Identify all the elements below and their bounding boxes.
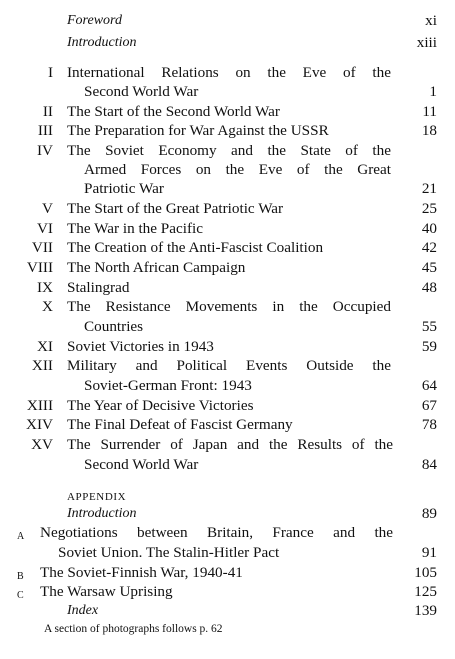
entry-title: Introduction <box>67 35 137 50</box>
entry-title: Index <box>67 603 99 618</box>
chapter-number: XV <box>31 436 53 453</box>
entry-page: 139 <box>414 602 437 619</box>
entry-page: xi <box>425 12 437 29</box>
entry-title: The Final Defeat of Fascist Germany <box>67 416 293 433</box>
entry-title-cont: Countries <box>84 318 144 335</box>
chapter-number: XIV <box>26 416 53 433</box>
entry-title: Stalingrad <box>67 279 130 296</box>
entry-page: 45 <box>421 259 437 276</box>
entry-page: 18 <box>421 122 437 139</box>
entry-title: Foreword <box>67 13 122 28</box>
entry-title-cont: Second World War <box>84 83 199 100</box>
chapter-number: II <box>42 103 53 120</box>
entry-page: 91 <box>421 544 437 561</box>
entry-title: The Soviet Economy and the State of the <box>67 142 391 159</box>
entry-page: 78 <box>421 416 437 433</box>
entry-title: The Year of Decisive Victories <box>67 397 254 414</box>
entry-page: 48 <box>421 279 437 296</box>
entry-page: 64 <box>421 377 437 394</box>
entry-page: 55 <box>421 318 437 335</box>
entry-title: The Preparation for War Against the USSR <box>67 122 329 139</box>
chapter-number: X <box>42 298 53 315</box>
entry-page: 40 <box>421 220 437 237</box>
entry-page: 11 <box>422 103 437 120</box>
entry-page: 84 <box>421 456 437 473</box>
entry-title: The Soviet-Finnish War, 1940-41 <box>40 564 243 581</box>
entry-page: 67 <box>421 397 437 414</box>
entry-title-cont: Armed Forces on the Eve of the Great <box>84 161 391 178</box>
entry-title-cont: Soviet-German Front: 1943 <box>84 377 252 394</box>
chapter-number: XI <box>36 338 53 355</box>
entry-page: 1 <box>429 83 437 100</box>
appendix-letter: A <box>17 531 25 542</box>
entry-page: 42 <box>421 239 437 256</box>
entry-title: Military and Political Events Outside the <box>67 357 391 374</box>
entry-title: The War in the Pacific <box>67 220 203 237</box>
entry-title: The Start of the Great Patriotic War <box>67 200 284 217</box>
chapter-number: VII <box>31 239 53 256</box>
entry-title: The Warsaw Uprising <box>40 583 173 600</box>
entry-title: The Resistance Movements in the Occupied <box>67 298 391 315</box>
chapter-number: III <box>37 122 53 139</box>
entry-page: 105 <box>414 564 437 581</box>
appendix-letter: C <box>17 590 25 601</box>
entry-title-cont: Second World War <box>84 456 199 473</box>
entry-page: 59 <box>421 338 437 355</box>
entry-page: 21 <box>421 180 437 197</box>
entry-page: 89 <box>421 505 437 522</box>
entry-page: xiii <box>416 34 437 51</box>
entry-title: Negotiations between Britain, France and the <box>40 524 393 541</box>
entry-title: The Surrender of Japan and the Results of the <box>67 436 393 453</box>
entry-title: Soviet Victories in 1943 <box>67 338 214 355</box>
entry-title-cont: Soviet Union. The Stalin-Hitler Pact <box>58 544 280 561</box>
chapter-number: VIII <box>26 259 53 276</box>
chapter-number: V <box>42 200 53 217</box>
note-text: A section of photographs follows p. 62 <box>44 623 223 635</box>
chapter-number: XII <box>31 357 53 374</box>
chapter-number: IV <box>36 142 53 159</box>
chapter-number: XIII <box>26 397 53 414</box>
entry-title: Introduction <box>67 506 137 521</box>
appendix-heading-text: APPENDIX <box>67 491 127 503</box>
entry-title: The Start of the Second World War <box>67 103 280 120</box>
appendix-letter: B <box>17 571 25 582</box>
entry-page: 125 <box>414 583 437 600</box>
chapter-number: VI <box>36 220 53 237</box>
entry-title-cont: Patriotic War <box>84 180 164 197</box>
chapter-number: I <box>47 64 53 81</box>
entry-title: The North African Campaign <box>67 259 246 276</box>
chapter-number: IX <box>36 279 53 296</box>
entry-title: The Creation of the Anti-Fascist Coalition <box>67 239 324 256</box>
entry-page: 25 <box>421 200 437 217</box>
entry-title: International Relations on the Eve of the <box>67 64 391 81</box>
